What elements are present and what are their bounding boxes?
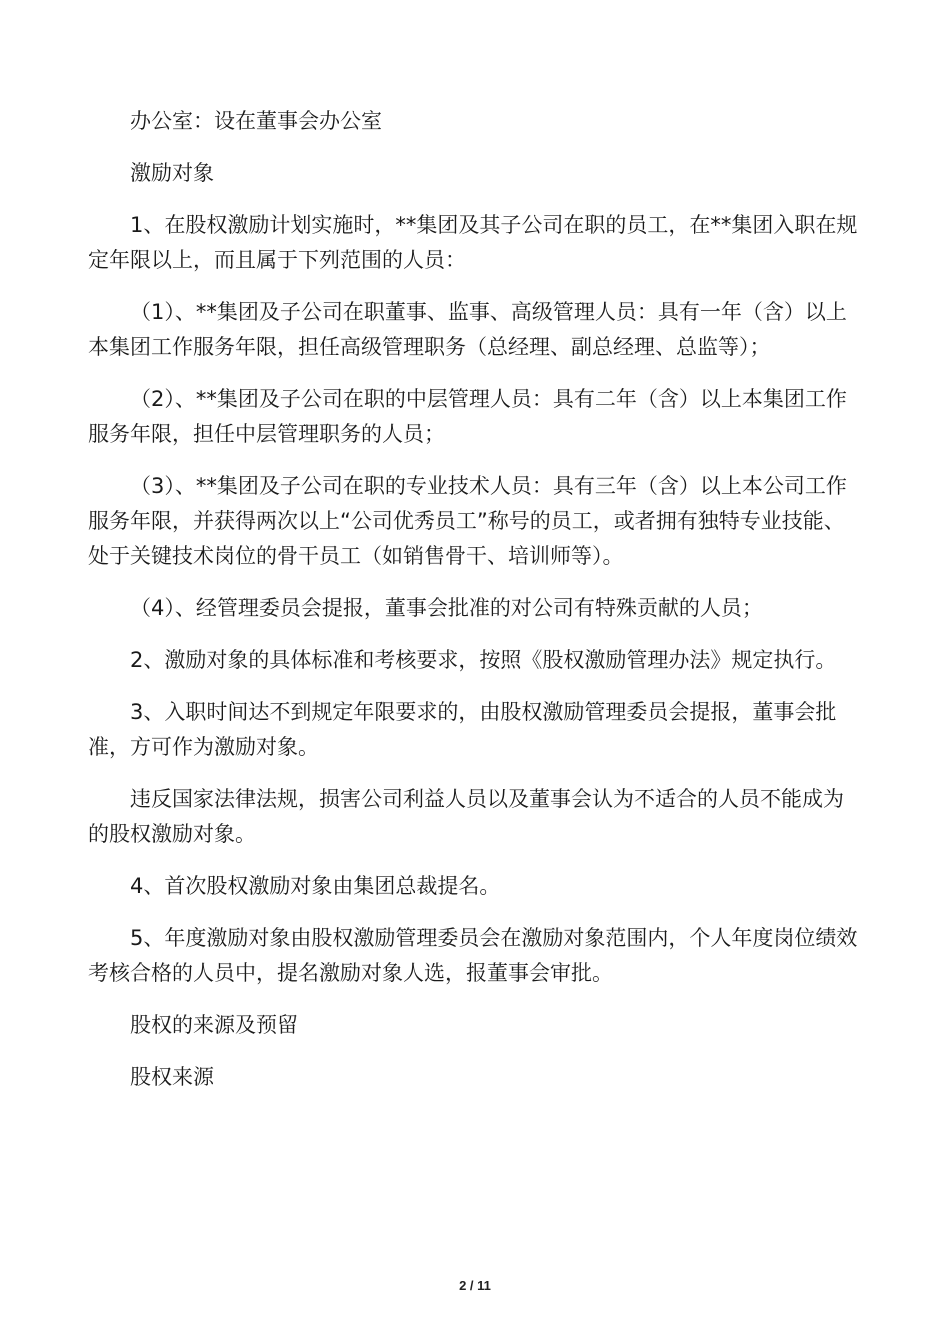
paragraph-item-1: 1、在股权激励计划实施时，**集团及其子公司在职的员工，在**集团入职在规定年限以上，而且属于下列范围的人员： [88, 213, 858, 272]
paragraph-subitem-2: （2）、**集团及子公司在职的中层管理人员：具有二年（含）以上本集团工作服务年限，担任中层管理职务的人员； [88, 387, 847, 446]
paragraph-subitem-1: （1）、**集团及子公司在职董事、监事、高级管理人员：具有一年（含）以上本集团工作服务年限，担任高级管理职务（总经理、副总经理、总监等）； [88, 300, 847, 359]
heading-incentive-targets: 激励对象 [130, 161, 214, 185]
paragraph-subitem-4: （4）、经管理委员会提报，董事会批准的对公司有特殊贡献的人员； [130, 596, 763, 620]
paragraph-item-2: 2、激励对象的具体标准和考核要求，按照《股权激励管理办法》规定执行。 [130, 648, 837, 672]
paragraph-item-4: 4、首次股权激励对象由集团总裁提名。 [130, 874, 501, 898]
paragraph-subitem-3: （3）、**集团及子公司在职的专业技术人员：具有三年（含）以上本公司工作服务年限，并获得两次以上“公司优秀员工”称号的员工，或者拥有独特专业技能、处于关键技术岗位的骨干员工（如销售骨干、培训师等）。 [88, 474, 847, 568]
document-body [88, 104, 860, 1112]
paragraph-item-5: 5、年度激励对象由股权激励管理委员会在激励对象范围内，个人年度岗位绩效考核合格的人员中，提名激励对象人选，报董事会审批。 [88, 926, 858, 985]
heading-equity-source-reserve: 股权的来源及预留 [130, 1013, 298, 1037]
heading-equity-source: 股权来源 [130, 1065, 214, 1089]
paragraph-exclusion: 违反国家法律法规，损害公司利益人员以及董事会认为不适合的人员不能成为的股权激励对象。 [88, 787, 844, 846]
paragraph-office: 办公室：设在董事会办公室 [130, 109, 382, 133]
page-number: 2 / 11 [459, 1278, 491, 1293]
paragraph-item-3: 3、入职时间达不到规定年限要求的，由股权激励管理委员会提报，董事会批准，方可作为激励对象。 [88, 700, 837, 759]
